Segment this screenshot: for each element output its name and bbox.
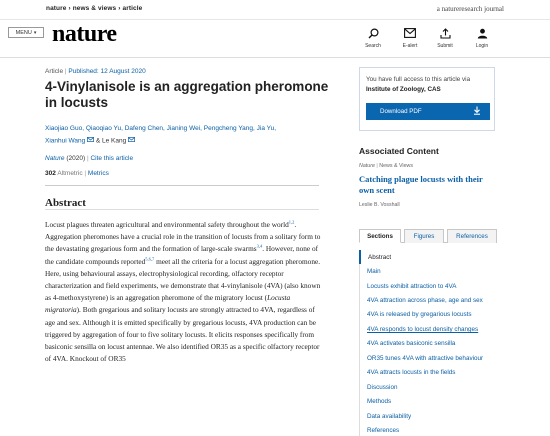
associated-journal: Nature (359, 163, 375, 169)
publication-year: (2020) (66, 155, 86, 162)
reference-link[interactable]: 3,4 (256, 243, 263, 249)
article-meta: Article | Published: 12 August 2020 (45, 68, 146, 75)
associated-author: Leslie B. Vosshall (359, 202, 400, 208)
cite-this-article-link[interactable]: Cite this article (90, 155, 134, 162)
email-icon[interactable] (128, 135, 135, 147)
sidebar-tabs (359, 229, 497, 243)
email-icon[interactable] (87, 135, 94, 147)
download-icon (473, 106, 481, 117)
submit-button[interactable] (430, 28, 460, 49)
section-link-references[interactable]: References (367, 426, 400, 434)
access-message: You have full access to this article via (366, 76, 471, 83)
tab-figures[interactable]: Figures (404, 229, 444, 243)
altmetric-label: Altmetric (57, 170, 83, 177)
email-icon (395, 28, 425, 41)
menu-label: MENU (15, 29, 32, 36)
metrics-link[interactable]: Metrics (87, 170, 109, 177)
breadcrumb-item-article: article (122, 5, 143, 12)
access-institution: Institute of Zoology, CAS (366, 85, 441, 93)
citation-line: Nature (2020) | Cite this article (45, 155, 134, 162)
menu-button[interactable] (8, 27, 44, 38)
section-link[interactable]: Locusts exhibit attraction to 4VA (367, 282, 457, 290)
breadcrumb-item-nature[interactable]: nature (46, 5, 67, 12)
tab-references[interactable]: References (447, 229, 497, 243)
species-name: Locusta migratoria (45, 293, 291, 315)
e-alert-label: E-alert (402, 43, 418, 49)
search-label: Search (365, 43, 381, 49)
section-link-data-availability[interactable]: Data availability (367, 412, 412, 420)
user-icon (467, 28, 497, 41)
abstract-text (45, 219, 321, 365)
download-pdf-label: Download PDF (380, 108, 422, 115)
search-icon (358, 28, 388, 41)
authors-line-1[interactable]: Xiaojiao Guo, Qiaoqiao Yu, Dafeng Chen, Jianing Wei, Pengcheng Yang, Jia Yu, (45, 125, 277, 132)
breadcrumb: nature › news & views › article (46, 5, 143, 12)
abstract-heading: Abstract (45, 197, 86, 209)
access-box (359, 67, 495, 131)
abstract-part-5: ). Both gregarious and solitary locusts are strongly attracted to 4VA, regardless of age and sex. Although it is emitted specifically by gregarious locusts, 4VA production can be triggered by aggregation of four to five solitary locusts. It elicits responses specifically from basiconic sensilla on locust antennae. We also identified OR35 as a specific olfactory receptor of 4VA. Knockout of OR35 (45, 305, 320, 364)
login-button[interactable] (467, 28, 497, 49)
section-link[interactable]: 4VA is released by gregarious locusts (367, 311, 472, 319)
metrics-line: 302 Altmetric | Metrics (45, 170, 109, 177)
section-link-abstract[interactable]: Abstract (359, 250, 497, 264)
tab-sections[interactable]: Sections (359, 229, 401, 243)
section-link[interactable]: 4VA attracts locusts in the fields (367, 369, 456, 377)
article-title: 4-Vinylanisole is an aggregation pheromone in locusts (45, 79, 329, 110)
journal-brand[interactable]: a natureresearch journal (436, 5, 504, 13)
divider (45, 209, 319, 210)
section-link-main[interactable]: Main (367, 268, 381, 276)
nature-logo[interactable]: nature (52, 21, 117, 47)
chevron-down-icon: ▾ (33, 29, 37, 36)
upload-icon (430, 28, 460, 41)
reference-link[interactable]: 1,2 (288, 219, 295, 225)
published-date: Published: 12 August 2020 (68, 68, 146, 75)
breadcrumb-item-news-views[interactable]: news & views (72, 5, 117, 12)
divider (45, 185, 319, 186)
submit-label: Submit (437, 43, 453, 49)
access-text (366, 75, 492, 94)
section-link[interactable]: 4VA responds to locust density changes (367, 325, 479, 333)
associated-article-link[interactable]: Catching plague locusts with their own scent (359, 174, 483, 195)
associated-content-heading: Associated Content (359, 146, 439, 156)
sections-list (359, 250, 497, 436)
abstract-part-3: . However, none of the candidate compounds reported (45, 244, 319, 266)
login-label: Login (475, 43, 489, 49)
journal-name: Nature (45, 155, 65, 162)
top-breadcrumb-bar (0, 0, 550, 20)
reference-link[interactable]: 5,6,7 (145, 256, 155, 262)
search-button[interactable] (358, 28, 388, 49)
section-link[interactable]: 4VA activates basiconic sensilla (367, 340, 456, 348)
author-corresponding[interactable]: & Le Kang (95, 137, 127, 145)
authors-line-2[interactable]: Xianhui Wang (45, 137, 86, 145)
download-pdf-button[interactable] (366, 103, 490, 120)
abstract-part-1: Locust plagues threaten agricultural and environmental safety throughout the world (45, 220, 289, 229)
article-type: Article (45, 68, 64, 75)
abstract-part-2: . Aggregation pheromones have a crucial role in the transition of locusts from a solitary form to the devastating gregarious form and the formation of large-scale swarms (45, 220, 321, 254)
section-link[interactable]: OR35 tunes 4VA with attractive behaviour (367, 354, 484, 362)
section-link-methods[interactable]: Methods (367, 398, 392, 406)
altmetric-score[interactable]: 302 (45, 170, 56, 177)
associated-type: News & Views (379, 163, 414, 169)
author-list (45, 123, 335, 148)
section-link-discussion[interactable]: Discussion (367, 383, 398, 391)
section-link[interactable]: 4VA attraction across phase, age and sex (367, 297, 483, 305)
site-header (0, 20, 550, 58)
associated-content-meta: Nature | News & Views (359, 163, 414, 169)
e-alert-button[interactable] (395, 28, 425, 49)
abstract-part-4: meet all the criteria for a locust aggregation pheromone. Here, using behavioural assays, electrophysiological recording, olfactory receptor characterization and field experiments, we demonstrate that 4-vinylanisole (4VA) (also known as 4-methoxystyrene) is an aggregation pheromone of the migratory locust ( (45, 256, 321, 303)
